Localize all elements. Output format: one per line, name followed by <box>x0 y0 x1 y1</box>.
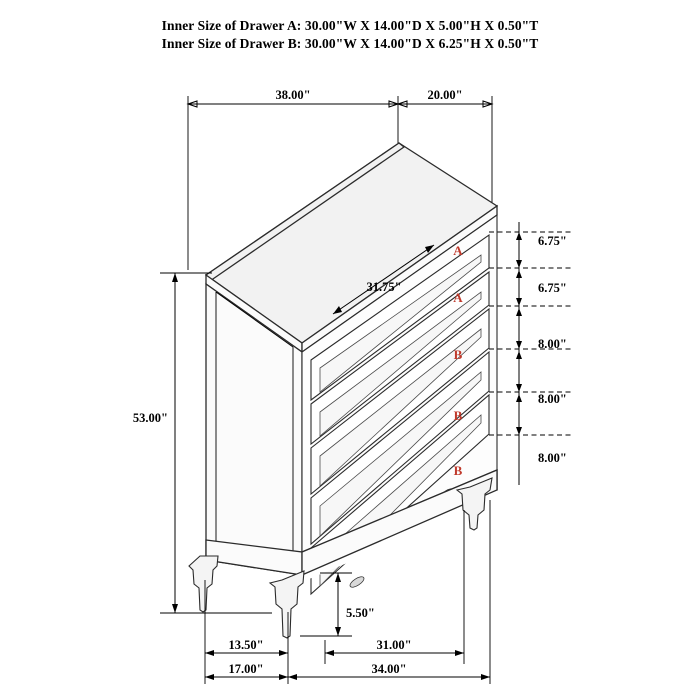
dim-drawer-height-3: 8.00" <box>538 337 567 351</box>
dim-base-total-width: 34.00" <box>371 662 407 676</box>
drawer-height-dimension-group <box>489 222 572 485</box>
dim-drawer-height-2: 6.75" <box>538 281 567 295</box>
leg-front-left <box>270 571 304 638</box>
drawer-label-5: B <box>453 463 463 478</box>
drawer-pull-5[interactable] <box>348 575 365 589</box>
dim-overall-height: 53.00" <box>132 411 168 425</box>
drawer-label-2: A <box>453 290 463 305</box>
drawer-a-spec-text: Inner Size of Drawer A: 30.00"W X 14.00"D X 5.00"H X 0.50"T <box>161 18 539 33</box>
drawer-label-1: A <box>453 243 463 258</box>
dim-drawer-height-1: 6.75" <box>538 234 567 248</box>
leg-back-left <box>189 556 218 612</box>
dim-drawer-height-4: 8.00" <box>538 392 567 406</box>
dim-top-width-side: 20.00" <box>427 88 463 102</box>
dim-base-front: 31.00" <box>376 638 412 652</box>
dim-base-depth: 17.00" <box>228 662 264 676</box>
chest-illustration <box>189 143 497 638</box>
drawer-label-4: B <box>453 408 463 423</box>
drawer-b-spec-text: Inner Size of Drawer B: 30.00"W X 14.00"D X 6.25"H X 0.50"T <box>161 36 539 51</box>
dim-drawer-front-width: 31.75" <box>366 280 402 294</box>
dim-top-width-front: 38.00" <box>275 88 311 102</box>
dim-leg-height: 5.50" <box>346 606 375 620</box>
dim-base-left: 13.50" <box>228 638 264 652</box>
dim-drawer-height-5: 8.00" <box>538 451 567 465</box>
drawer-label-3: B <box>453 347 463 362</box>
